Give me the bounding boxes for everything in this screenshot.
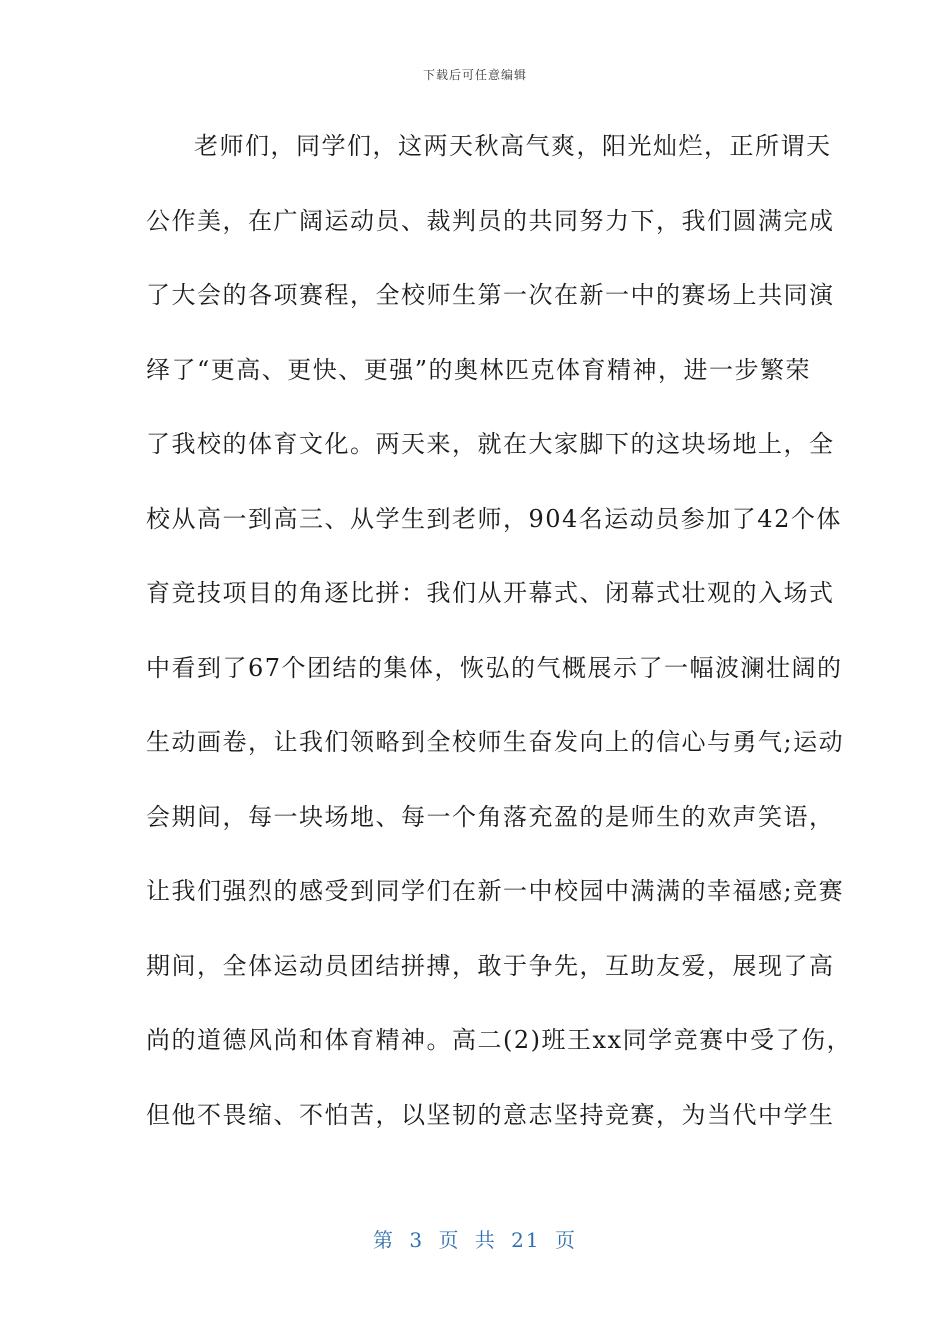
paragraph-line: 期间，全体运动员团结拼搏，敢于争先，互助友爱，展现了高 xyxy=(146,951,835,980)
paragraph-line: 公作美，在广阔运动员、裁判员的共同努力下，我们圆满完成 xyxy=(146,206,835,235)
paragraph-line: 了我校的体育文化。两天来，就在大家脚下的这块场地上，全 xyxy=(146,430,835,458)
paragraph-line: 中看到了67个团结的集体，恢弘的气概展示了一幅波澜壮阔的 xyxy=(146,653,843,682)
page-number-footer: 第 3 页 共 21 页 xyxy=(373,1228,577,1252)
paragraph-line: 了大会的各项赛程，全校师生第一次在新一中的赛场上共同演 xyxy=(146,281,835,309)
paragraph-line: 会期间，每一块场地、每一个角落充盈的是师生的欢声笑语， xyxy=(146,802,835,831)
paragraph-line: 让我们强烈的感受到同学们在新一中校园中满满的幸福感;竞赛 xyxy=(146,877,845,905)
paragraph-line: 校从高一到高三、从学生到老师，904名运动员参加了42个体 xyxy=(146,504,842,533)
page-header-note: 下载后可任意编辑 xyxy=(422,68,527,82)
paragraph-line: 尚的道德风尚和体育精神。高二(2)班王xx同学竞赛中受了伤， xyxy=(146,1026,853,1054)
paragraph-line: 绎了“更高、更快、更强”的奥林匹克体育精神，进一步繁荣 xyxy=(146,355,812,384)
paragraph-line: 生动画卷，让我们领略到全校师生奋发向上的信心与勇气;运动 xyxy=(146,728,845,756)
paragraph-line: 育竞技项目的角逐比拼：我们从开幕式、闭幕式壮观的入场式 xyxy=(146,579,835,607)
paragraph-line: 老师们，同学们，这两天秋高气爽，阳光灿烂，正所谓天 xyxy=(194,132,832,160)
document-body xyxy=(146,128,853,1171)
paragraph-line: 但他不畏缩、不怕苦，以坚韧的意志坚持竞赛，为当代中学生 xyxy=(146,1100,835,1129)
